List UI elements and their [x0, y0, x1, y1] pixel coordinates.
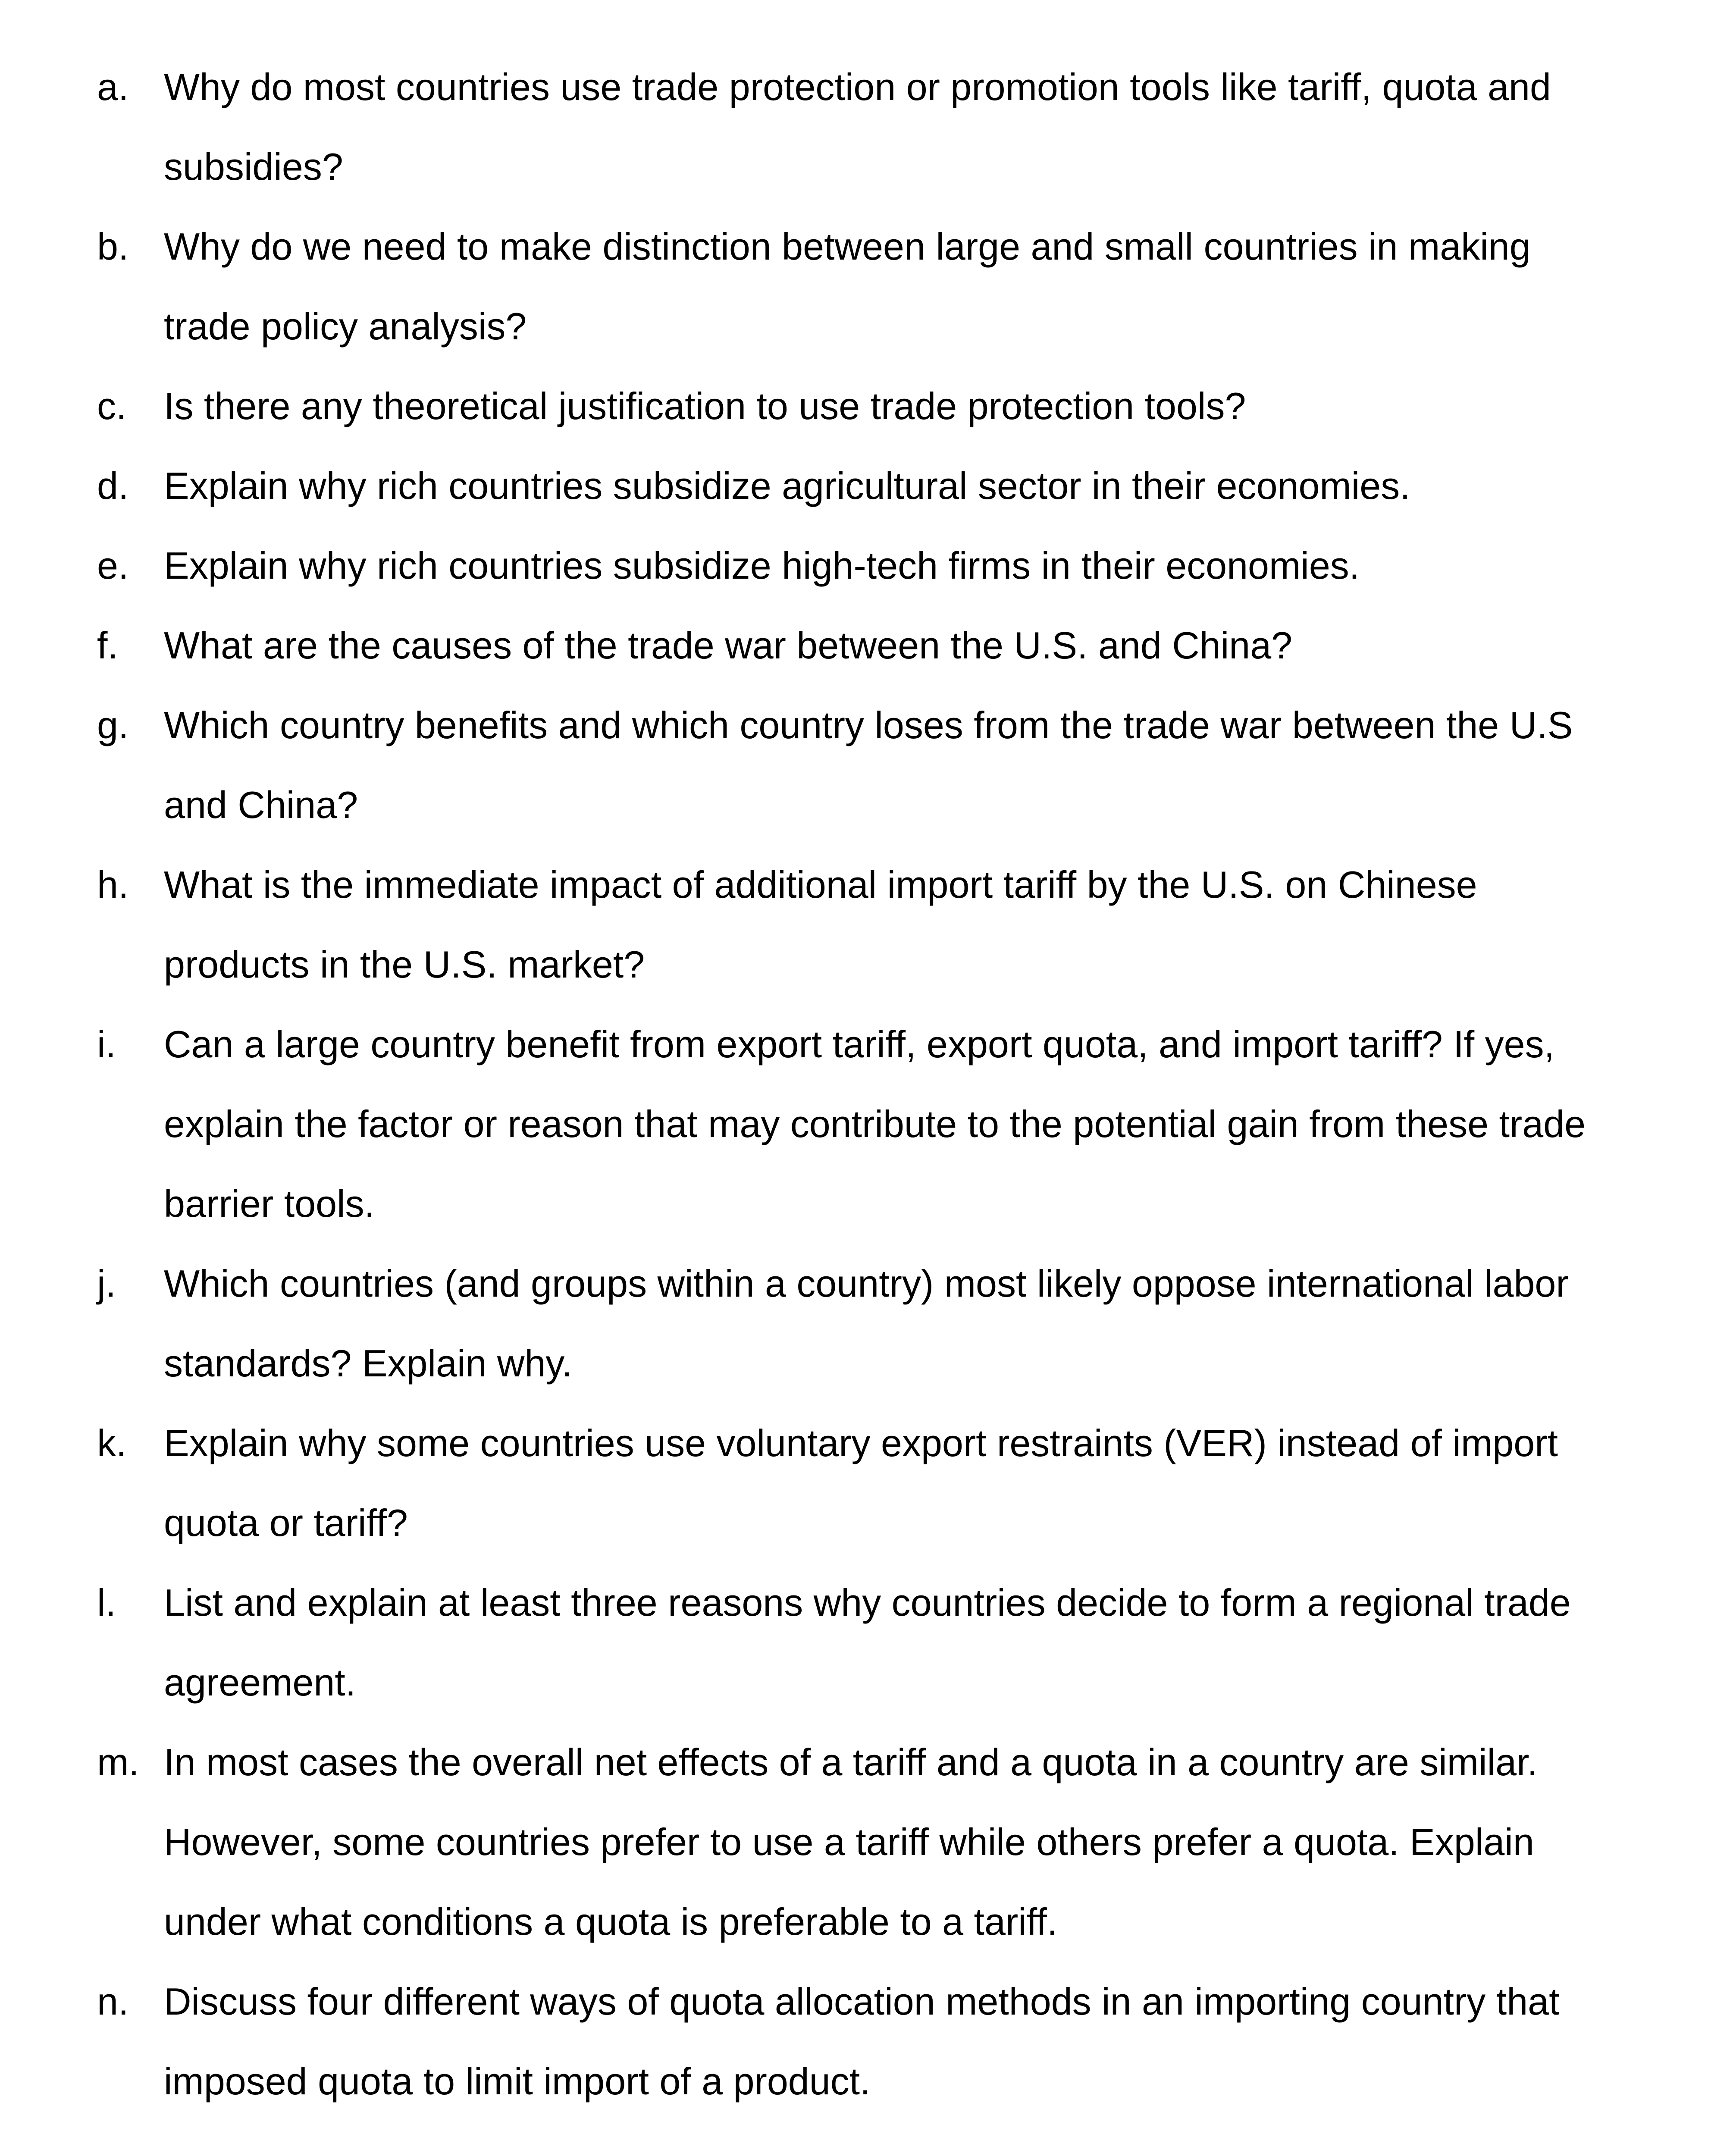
- question-text: What are the causes of the trade war between the U.S. and China?: [164, 624, 1293, 667]
- question-marker: h.: [97, 863, 129, 906]
- question-text: standards? Explain why.: [164, 1342, 573, 1385]
- question-marker: c.: [97, 385, 127, 427]
- question-text: What is the immediate impact of additional import tariff by the U.S. on Chinese: [164, 863, 1477, 906]
- question-text: agreement.: [164, 1661, 356, 1704]
- question-text: Which countries (and groups within a country) most likely oppose international labor: [164, 1262, 1569, 1305]
- question-text: trade policy analysis?: [164, 305, 527, 348]
- question-text: under what conditions a quota is preferable to a tariff.: [164, 1900, 1058, 1943]
- question-marker: l.: [97, 1581, 116, 1624]
- question-marker: i.: [97, 1023, 116, 1065]
- question-text: subsidies?: [164, 145, 343, 188]
- question-marker: d.: [97, 464, 129, 507]
- question-text: products in the U.S. market?: [164, 943, 645, 986]
- question-text: Which country benefits and which country loses from the trade war between the U.S: [164, 704, 1573, 746]
- question-text: In most cases the overall net effects of a tariff and a quota in a country are similar.: [164, 1741, 1538, 1783]
- question-marker: a.: [97, 66, 129, 108]
- question-text: Explain why rich countries subsidize high-tech firms in their economies.: [164, 544, 1360, 587]
- question-text: and China?: [164, 783, 358, 826]
- question-text: barrier tools.: [164, 1182, 375, 1225]
- question-marker: n.: [97, 1980, 129, 2023]
- question-text: Can a large country benefit from export tariff, export quota, and import tariff? If yes,: [164, 1023, 1555, 1065]
- question-marker: j.: [97, 1262, 116, 1305]
- question-text: quota or tariff?: [164, 1501, 408, 1544]
- question-text: Discuss four different ways of quota allocation methods in an importing country that: [164, 1980, 1560, 2023]
- question-marker: g.: [97, 704, 129, 746]
- question-text: Why do most countries use trade protection or promotion tools like tariff, quota and: [164, 66, 1551, 108]
- question-marker: b.: [97, 225, 129, 268]
- question-text: Explain why some countries use voluntary export restraints (VER) instead of import: [164, 1422, 1558, 1464]
- question-marker: e.: [97, 544, 129, 587]
- question-text: explain the factor or reason that may contribute to the potential gain from these trade: [164, 1103, 1586, 1145]
- question-marker: f.: [97, 624, 118, 667]
- question-text: Is there any theoretical justification to use trade protection tools?: [164, 385, 1246, 427]
- question-text: imposed quota to limit import of a product.: [164, 2060, 871, 2103]
- question-marker: k.: [97, 1422, 127, 1464]
- question-marker: m.: [97, 1741, 139, 1783]
- question-text: Explain why rich countries subsidize agricultural sector in their economies.: [164, 464, 1410, 507]
- question-text: However, some countries prefer to use a tariff while others prefer a quota. Explain: [164, 1821, 1534, 1863]
- question-text: Why do we need to make distinction between large and small countries in making: [164, 225, 1531, 268]
- question-text: List and explain at least three reasons why countries decide to form a regional trade: [164, 1581, 1571, 1624]
